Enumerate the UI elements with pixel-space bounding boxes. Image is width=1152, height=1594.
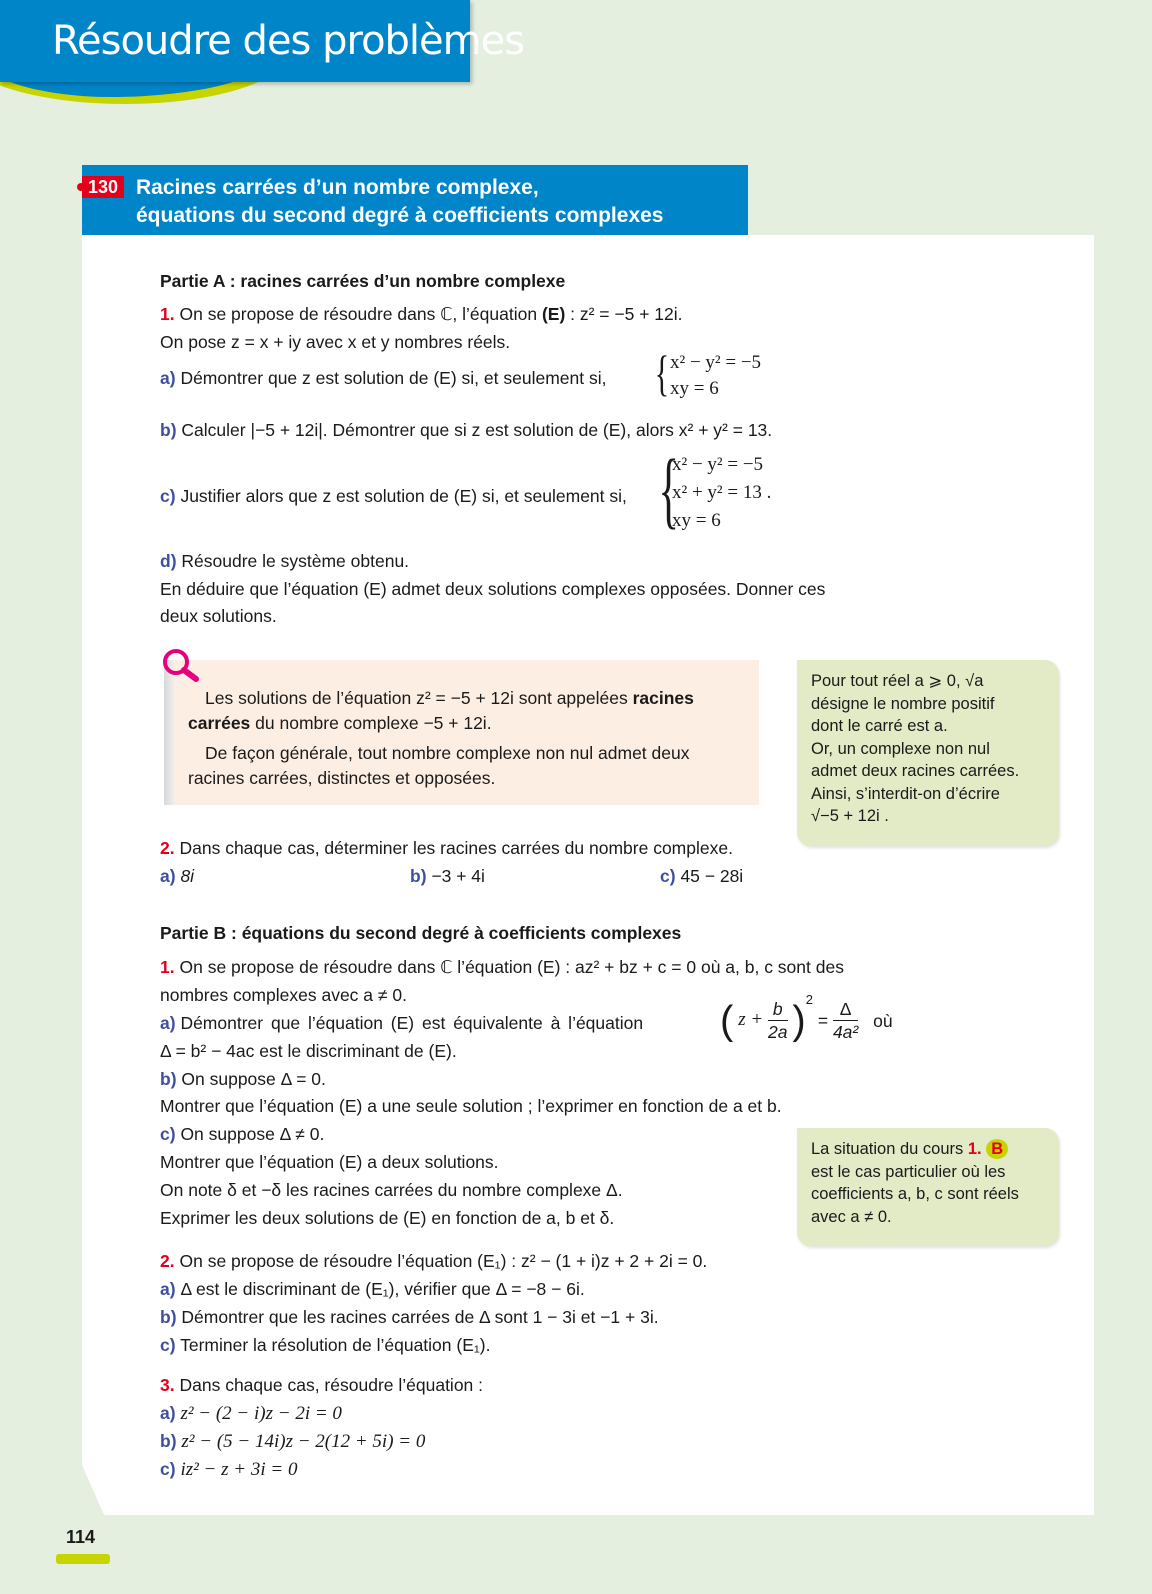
subquestion-text: Démontrer que z est solution de (E) si, et seulement si, xyxy=(180,368,607,388)
side-note-line: coefficients a, b, c sont réels xyxy=(811,1185,1019,1203)
item-label: c) xyxy=(660,866,676,886)
part-a-heading: Partie A : racines carrées d’un nombre complexe xyxy=(160,271,566,291)
question-number: 2. xyxy=(160,1251,175,1271)
item-label: c) xyxy=(160,1459,176,1479)
part-a-q1d-line3: deux solutions. xyxy=(160,606,277,626)
question-number: 1. xyxy=(160,957,175,977)
side-note-course-ref xyxy=(797,1128,1059,1246)
question-text: On se propose de résoudre dans ℂ, l’équation xyxy=(179,304,542,324)
side-note-line: avec a ≠ 0. xyxy=(811,1207,892,1226)
subquestion-text: On suppose Δ ≠ 0. xyxy=(180,1124,325,1144)
side-note-line: est le cas particulier où les xyxy=(811,1162,1006,1181)
item-equation: z² − (2 − i)z − 2i = 0 xyxy=(180,1403,342,1424)
part-b-q2 xyxy=(160,1250,707,1272)
side-note-line: dont le carré est a. xyxy=(811,717,948,735)
note-paragraph-1-line-2 xyxy=(188,712,492,734)
note-text: Les solutions de l’équation z² = −5 + 12i sont appelées xyxy=(205,688,633,708)
part-b-q3-item-c xyxy=(160,1458,297,1481)
completed-square-equation xyxy=(720,992,893,1043)
question-text: On se propose de résoudre l’équation (E₁) : z² − (1 + i)z + 2 + 2i = 0. xyxy=(179,1251,708,1271)
part-a-q1d-line2: En déduire que l’équation (E) admet deux solutions complexes opposées. Donner ces xyxy=(160,579,826,599)
item-value: 8i xyxy=(180,866,195,886)
subquestion-text: Calculer |−5 + 12i|. Démontrer que si z est solution de (E), alors x² + y² = 13. xyxy=(181,420,773,440)
part-a-q1d xyxy=(160,550,409,572)
system-a-eq1: x² − y² = −5 xyxy=(670,352,762,373)
subquestion-text: Démontrer que les racines carrées de Δ sont 1 − 3i et −1 + 3i. xyxy=(181,1307,659,1327)
subquestion-label: a) xyxy=(160,1279,176,1299)
equals-sign: = xyxy=(817,1010,829,1031)
part-a-q1-line2: On pose z = x + iy avec x et y nombres réels. xyxy=(160,332,511,352)
part-b-q1b-line2: Montrer que l’équation (E) a une seule solution ; l’exprimer en fonction de a et b. xyxy=(160,1096,782,1116)
page-number-underline xyxy=(56,1554,110,1564)
system-brace: { xyxy=(658,441,679,537)
equation-term: z + xyxy=(738,1009,764,1031)
subquestion-label: a) xyxy=(160,368,176,388)
item-equation: z² − (5 − 14i)z − 2(12 + 5i) = 0 xyxy=(181,1431,426,1452)
question-text: Dans chaque cas, résoudre l’équation : xyxy=(179,1375,484,1395)
denominator: 2a xyxy=(768,1022,788,1042)
part-b-q1-line2: nombres complexes avec a ≠ 0. xyxy=(160,985,407,1005)
question-text: On se propose de résoudre dans ℂ l’équation (E) : az² + bz + c = 0 où a, b, c sont des xyxy=(179,957,844,977)
part-b-heading: Partie B : équations du second degré à coefficients complexes xyxy=(160,923,682,943)
exponent: 2 xyxy=(805,992,813,1008)
system-c-eq3: xy = 6 xyxy=(672,510,721,531)
subquestion-label: d) xyxy=(160,551,177,571)
subquestion-text: Justifier alors que z est solution de (E) si, et seulement si, xyxy=(180,486,627,506)
part-b-q2a xyxy=(160,1278,585,1300)
note-paragraph-2-line-1: De façon générale, tout nombre complexe non nul admet deux xyxy=(205,743,690,763)
part-a-q2-item-c xyxy=(660,865,743,887)
part-b-q1 xyxy=(160,956,844,978)
item-equation: iz² − z + 3i = 0 xyxy=(180,1459,298,1480)
system-c-eq2: x² + y² = 13 . xyxy=(672,482,772,503)
numerator: b xyxy=(768,998,787,1021)
paren-close: ) xyxy=(792,998,806,1043)
subquestion-label: b) xyxy=(160,1307,177,1327)
system-brace: { xyxy=(654,345,670,401)
side-note-sqrt xyxy=(797,660,1059,846)
subquestion-label: c) xyxy=(160,486,176,506)
part-b-q1b xyxy=(160,1068,326,1090)
part-b-q1a-line2: Δ = b² − 4ac est le discriminant de (E). xyxy=(160,1041,457,1061)
subquestion-text: On suppose Δ = 0. xyxy=(181,1069,326,1089)
question-number: 2. xyxy=(160,838,175,858)
item-value: −3 + 4i xyxy=(431,866,485,886)
subquestion-text: Démontrer que l’équation (E) est équivalente à l’équation xyxy=(180,1013,644,1033)
side-note-line: admet deux racines carrées. xyxy=(811,762,1020,780)
subquestion-text: Δ est le discriminant de (E₁), vérifier que Δ = −8 − 6i. xyxy=(180,1279,585,1299)
side-note-line xyxy=(811,1138,1045,1161)
part-a-q1a xyxy=(160,367,606,389)
part-a-q1 xyxy=(160,303,683,325)
part-b-q1c-line3: On note δ et −δ les racines carrées du nombre complexe Δ. xyxy=(160,1180,623,1200)
subquestion-label: c) xyxy=(160,1335,176,1355)
equation: : z² = −5 + 12i. xyxy=(565,304,683,324)
course-ref-badge: B xyxy=(986,1139,1008,1159)
magnifier-icon xyxy=(160,648,204,684)
part-a-q2 xyxy=(160,837,733,859)
part-a-q2-item-a xyxy=(160,865,194,887)
subquestion-label: b) xyxy=(160,1069,177,1089)
item-label: b) xyxy=(410,866,427,886)
denominator: 4a² xyxy=(832,1022,859,1042)
subquestion-label: b) xyxy=(160,420,177,440)
numerator: Δ xyxy=(833,998,858,1021)
item-label: a) xyxy=(160,1403,176,1423)
part-b-q3 xyxy=(160,1374,483,1396)
question-number: 1. xyxy=(160,304,175,324)
note-paragraph-1-line-1 xyxy=(205,687,694,709)
part-b-q1c-line2: Montrer que l’équation (E) a deux solutions. xyxy=(160,1152,499,1172)
part-b-q3-item-a xyxy=(160,1402,342,1425)
part-a-q1b xyxy=(160,419,772,441)
side-note-line: Ainsi, s’interdit-on d’écrire xyxy=(811,784,1000,803)
part-b-q1c xyxy=(160,1123,324,1145)
note-text: du nombre complexe −5 + 12i. xyxy=(250,713,492,733)
part-b-q1a xyxy=(160,1012,643,1034)
note-bold-term: carrées xyxy=(188,713,251,733)
question-text: Dans chaque cas, déterminer les racines carrées du nombre complexe. xyxy=(179,838,733,858)
exercise-number: 130 xyxy=(82,176,124,198)
fraction-delta-over-4a2 xyxy=(833,998,858,1043)
system-a-eq2: xy = 6 xyxy=(670,378,719,399)
subquestion-text: Terminer la résolution de l’équation (E₁). xyxy=(180,1335,491,1355)
exercise-title-line-2: équations du second degré à coefficients complexes xyxy=(136,204,664,227)
system-c-eq1: x² − y² = −5 xyxy=(672,454,764,475)
equation-conjunction: où xyxy=(873,1010,893,1031)
side-note-line: √−5 + 12i . xyxy=(811,807,889,825)
page-number: 114 xyxy=(66,1527,96,1547)
side-note-line xyxy=(811,693,1045,716)
item-value: 45 − 28i xyxy=(680,866,744,886)
side-note-text: désigne le nombre positif xyxy=(811,694,995,713)
subquestion-label: c) xyxy=(160,1124,176,1144)
item-label: b) xyxy=(160,1431,177,1451)
note-bold-term: racines xyxy=(632,688,694,708)
part-a-q2-item-b xyxy=(410,865,485,887)
part-b-q2b xyxy=(160,1306,659,1328)
paren-open: ( xyxy=(720,998,734,1043)
side-note-line: Pour tout réel a ⩾ 0, √a xyxy=(811,672,984,690)
side-note-line: Or, un complexe non nul xyxy=(811,739,990,758)
exercise-title xyxy=(136,174,663,230)
equation-label: (E) xyxy=(541,304,566,324)
section-title: Résoudre des problèmes xyxy=(52,18,525,64)
part-b-q3-item-b xyxy=(160,1430,425,1453)
fraction-b-over-2a xyxy=(768,998,787,1043)
exercise-title-line-1: Racines carrées d’un nombre complexe, xyxy=(136,176,539,199)
item-label: a) xyxy=(160,866,176,886)
part-a-q1c xyxy=(160,485,627,507)
side-note-text: La situation du cours xyxy=(811,1140,968,1158)
part-b-q2c xyxy=(160,1334,490,1356)
subquestion-text: Résoudre le système obtenu. xyxy=(181,551,410,571)
note-paragraph-2-line-2: racines carrées, distinctes et opposées. xyxy=(188,768,496,788)
part-b-q1c-line4: Exprimer les deux solutions de (E) en fonction de a, b et δ. xyxy=(160,1208,615,1228)
question-number: 3. xyxy=(160,1375,175,1395)
course-ref-number: 1. xyxy=(967,1140,982,1158)
subquestion-label: a) xyxy=(160,1013,176,1033)
